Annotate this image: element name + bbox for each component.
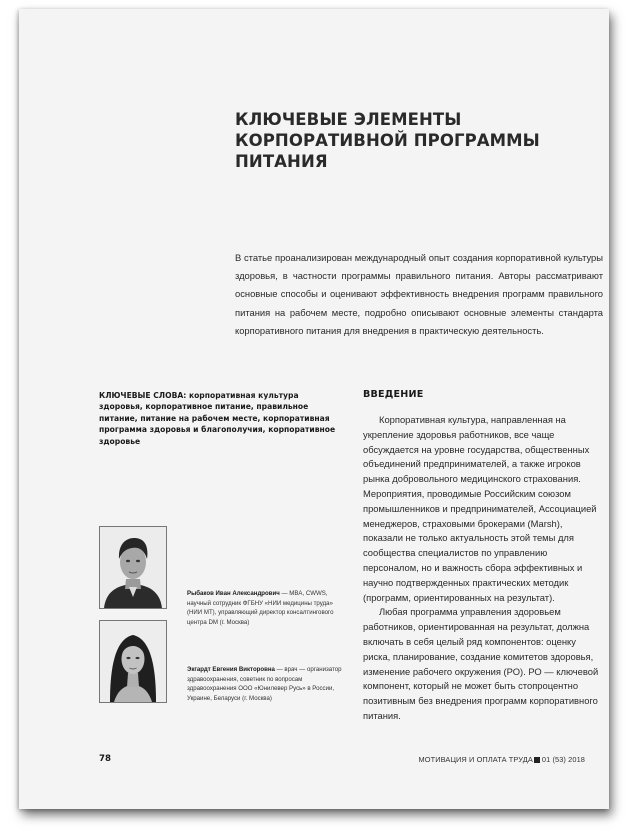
author-description: — врач — организатор здравоохранения, советник по вопросам здравоохранения ООО «Юнилевер Русь» в России, Украине, Беларуси (г. Москва) <box>187 666 342 702</box>
author-info <box>187 589 345 627</box>
author-name: Экгардт Евгения Викторовна <box>187 666 275 673</box>
page-number: 78 <box>99 754 111 764</box>
paragraph: Корпоративная культура, направленная на укрепление здоровья работников, все чаще обсуждается на уровне государства, общественных объединений предпринимателей, а также игроков рынка добровольного медицинского страхования. Мероприятия, проводимые Российским союзом промышленников и предпринимателей, Ассоциацией менеджеров, страховыми брокерами (Marsh), показали не только актуальность этой темы для сообщества специалистов по управлению персоналом, но и важность сбора эффективных и научно подтвержденных практических методик (программ, ориентированных на результат). <box>363 414 597 603</box>
keywords-label: КЛЮЧЕВЫЕ СЛОВА: <box>99 391 187 400</box>
article-title: КЛЮЧЕВЫЕ ЭЛЕМЕНТЫ КОРПОРАТИВНОЙ ПРОГРАММЫ ПИТАНИЯ <box>235 110 540 171</box>
journal-issue: 01 (53) 2018 <box>541 755 585 764</box>
author-name: Рыбаков Иван Александрович <box>187 590 280 597</box>
section-heading-introduction: ВВЕДЕНИЕ <box>363 389 424 400</box>
paragraph: Любая программа управления здоровьем работников, ориентированная на результат, должна включать в себя целый ряд компонентов: оценку риска, планирование, создание комитетов здоровья, изменение рабочего окружения (РО). РО — ключевой компонент, который не может быть стопроцентно позитивным без внедрения программ корпоративного питания. <box>363 606 599 721</box>
journal-footer <box>419 755 586 764</box>
square-bullet-icon <box>534 757 540 763</box>
author-photo <box>99 620 167 703</box>
article-abstract: В статье проанализирован международный опыт создания корпоративной культуры здоровья, в частности программы правильного питания. Авторы рассматривают основные способы и оценивают эффективность внедрения программ правильного питания на рабочем месте, подробно описывают основные элементы стандарта корпоративного питания для внедрения в практическую деятельность. <box>235 252 603 336</box>
author-info <box>187 665 345 703</box>
introduction-text <box>363 413 603 724</box>
author-photo <box>99 526 167 609</box>
journal-name: МОТИВАЦИЯ И ОПЛАТА ТРУДА <box>418 755 533 764</box>
journal-page <box>19 9 609 809</box>
keywords-text: корпоративная культура здоровья, корпоративное питание, правильное питание, питание на рабочем месте, корпоративная программа здоровья и благополучия, корпоративное здоровье <box>99 391 336 446</box>
author-description: — MBA, CWWS, научный сотрудник ФГБНУ «НИИ медицины труда» (НИИ МТ), управляющий директор консалтингового центра DM (г. Москва) <box>187 590 334 626</box>
keywords-block <box>99 390 344 447</box>
